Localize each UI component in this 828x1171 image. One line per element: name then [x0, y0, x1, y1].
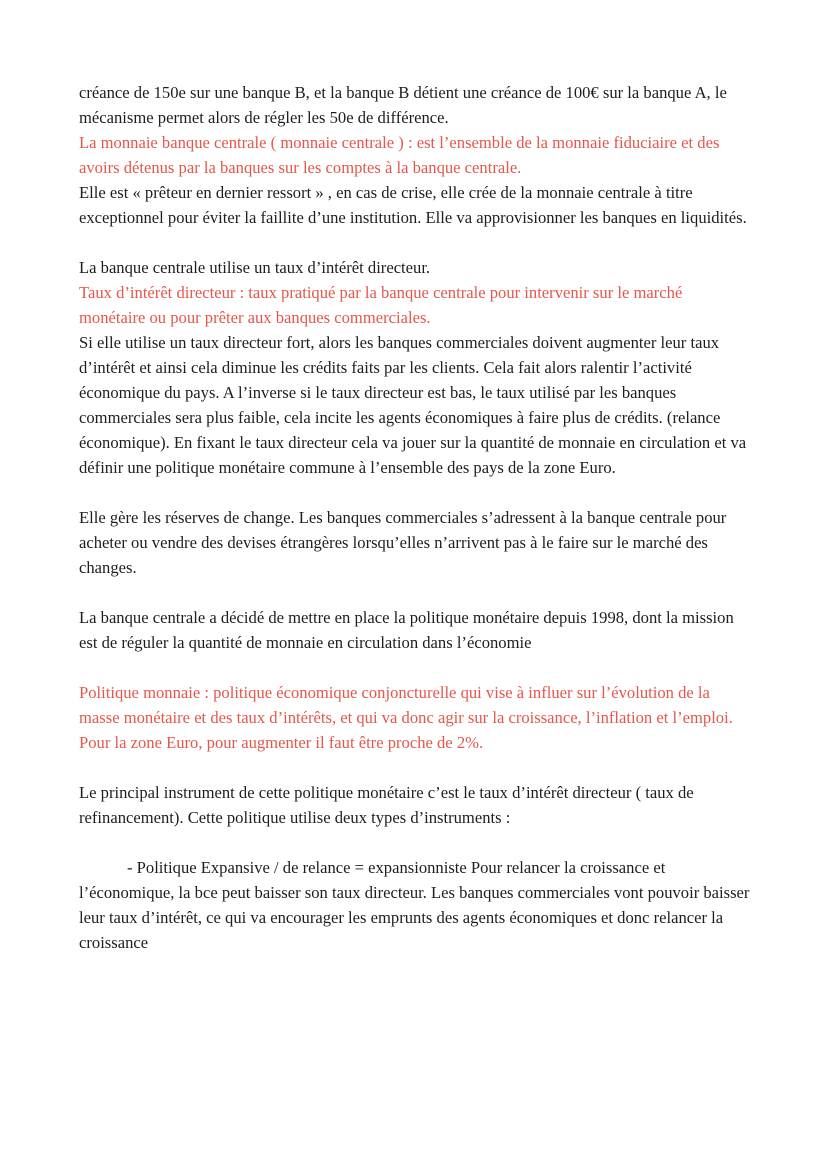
paragraph-rate-effects: Si elle utilise un taux directeur fort, alors les banques commerciales doivent augmenter leur taux d’intérêt et ainsi cela diminue les crédits faits par les clients. Cela fait alors ralentir l’activité économique du pays. A l’inverse si le taux directeur est bas, le taux utilisé par les banques commerciales sera plus faible, cela incite les agents économiques à faire plus de crédits. (relance économique). En fixant le taux directeur cela va jouer sur la quantité de monnaie en circulation et va définir une politique monétaire commune à l’ensemble des pays de la zone Euro.: [79, 333, 747, 477]
definition-monetary-policy: Politique monnaie : politique économique conjoncturelle qui vise à influer sur l’évolution de la masse monétaire et des taux d’intérêts, et qui va donc agir sur la croissance, l’inflation et l’emploi. Pour la zone Euro, pour augmenter il faut être proche de 2%.: [79, 683, 733, 752]
paragraph-expansive-policy: - Politique Expansive / de relance = expansionniste Pour relancer la croissance et l’économique, la bce peut baisser son taux directeur. Les banques commerciales vont pouvoir baisser leur taux d’intérêt, ce qui va encourager les emprunts des agents économiques et donc relancer la croissance: [79, 858, 750, 952]
definition-key-interest-rate: Taux d’intérêt directeur : taux pratiqué par la banque centrale pour intervenir sur le marché monétaire ou pour prêter aux banques commerciales.: [79, 283, 683, 327]
paragraph-interbank-settlement: créance de 150e sur une banque B, et la banque B détient une créance de 100€ sur la banque A, le mécanisme permet alors de régler les 50e de différence.: [79, 83, 727, 127]
paragraph-lender-of-last-resort: Elle est « prêteur en dernier ressort » , en cas de crise, elle crée de la monnaie centrale à titre exceptionnel pour éviter la faillite d’une institution. Elle va approvisionner les banques en liquidités.: [79, 183, 747, 227]
paragraph-main-instrument: Le principal instrument de cette politique monétaire c’est le taux d’intérêt directeur ( taux de refinancement). Cette politique utilise deux types d’instruments :: [79, 783, 694, 827]
paragraph-monetary-policy-1998: La banque centrale a décidé de mettre en place la politique monétaire depuis 1998, dont la mission est de réguler la quantité de monnaie en circulation dans l’économie: [79, 608, 734, 652]
paragraph-exchange-reserves: Elle gère les réserves de change. Les banques commerciales s’adressent à la banque centrale pour acheter ou vendre des devises étrangères lorsqu’elles n’arrivent pas à le faire sur le marché des changes.: [79, 508, 727, 577]
definition-central-bank-money: La monnaie banque centrale ( monnaie centrale ) : est l’ensemble de la monnaie fiduciaire et des avoirs détenus par la banques sur les comptes à la banque centrale.: [79, 133, 720, 177]
paragraph-key-interest-rate-intro: La banque centrale utilise un taux d’intérêt directeur.: [79, 258, 431, 277]
document-page: [79, 80, 751, 955]
